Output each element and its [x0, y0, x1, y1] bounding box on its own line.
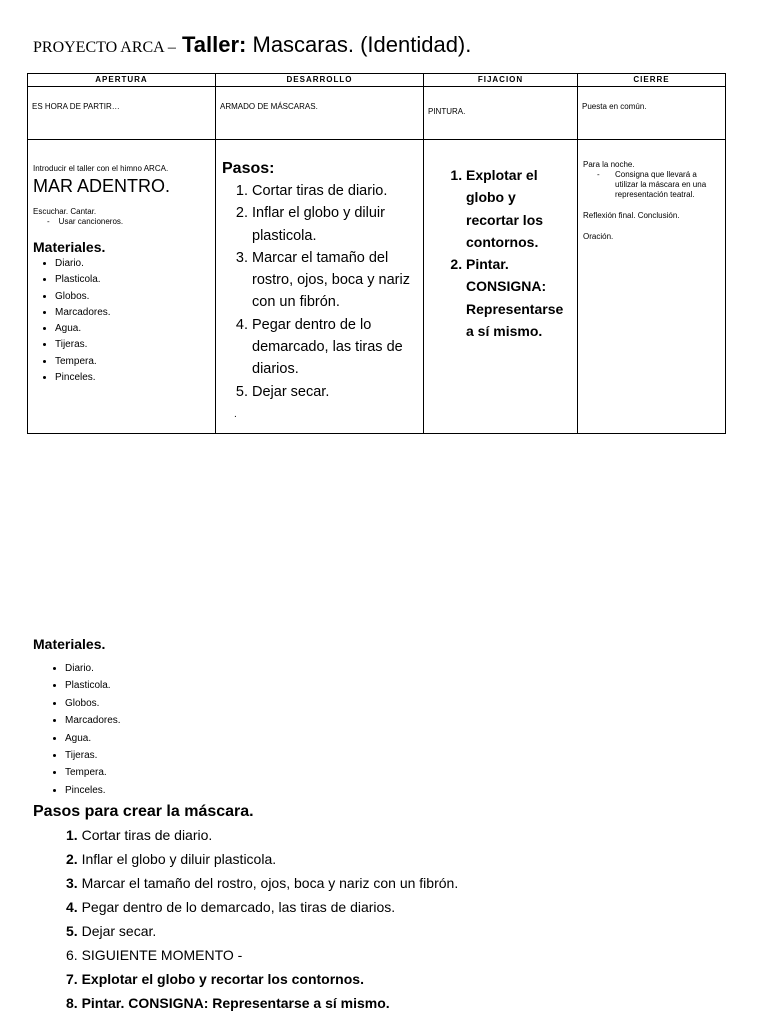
- apertura-intro-text: Introducir el taller con el himno ARCA.: [33, 164, 169, 173]
- desarrollo-trailing-mark: .: [234, 408, 237, 420]
- step-text: Pintar. CONSIGNA: Representarse a sí mismo.: [81, 995, 390, 1012]
- step-number: 5.: [66, 923, 78, 940]
- pasos-title: Pasos para crear la máscara.: [33, 803, 254, 821]
- list-item: 1. Explotar el globo y recortar los contornos.: [466, 164, 571, 253]
- list-item: 4. Pegar dentro de lo demarcado, las tiras de diarios.: [252, 314, 417, 381]
- list-item: [33, 991, 753, 1015]
- apertura-escuchar: Escuchar. Cantar.: [33, 207, 97, 216]
- list-item: • Agua.: [65, 730, 753, 747]
- apertura-hymn-title: MAR ADENTRO.: [33, 176, 171, 196]
- fijacion-steps-list: [430, 164, 571, 342]
- list-item: • Pinceles.: [65, 782, 753, 799]
- list-item: 3. Marcar el tamaño del rostro, ojos, boca y nariz con un fibrón.: [252, 247, 417, 314]
- intro-desarrollo: [216, 87, 424, 140]
- list-item: [33, 919, 753, 943]
- step-text: Cortar tiras de diario.: [81, 827, 213, 844]
- list-item: [33, 895, 753, 919]
- step-text: Pegar dentro de lo demarcado, las tiras de diarios.: [81, 899, 396, 916]
- header-cierre: CIERRE: [578, 74, 726, 87]
- intro-cierre: [578, 87, 726, 140]
- header-desarrollo: DESARROLLO: [216, 74, 424, 87]
- list-item: • Marcadores.: [65, 712, 753, 729]
- materiales-list: [33, 660, 753, 799]
- apertura-sub-item: - Usar cancioneros.: [47, 217, 210, 227]
- project-name: PROYECTO ARCA –: [33, 39, 176, 56]
- step-text: SIGUIENTE MOMENTO -: [81, 947, 243, 964]
- document-title: [33, 32, 753, 58]
- lesson-plan-table: [27, 73, 726, 434]
- cell-apertura: [28, 140, 216, 434]
- pasos-list: [33, 823, 753, 1015]
- list-item: 2. Pintar. CONSIGNA: Representarse a sí mismo.: [466, 253, 571, 342]
- intro-apertura: [28, 87, 216, 140]
- intro-fijacion: [424, 87, 578, 140]
- title-topic: Mascaras. (Identidad).: [252, 32, 472, 57]
- list-item: • Marcadores.: [55, 305, 210, 321]
- cierre-oracion: Oración.: [583, 232, 614, 241]
- list-item: 2. Inflar el globo y diluir plasticola.: [252, 202, 417, 247]
- list-item: • Globos.: [55, 289, 210, 305]
- list-item: [33, 871, 753, 895]
- cell-desarrollo: [216, 140, 424, 434]
- list-item: • Plasticola.: [55, 272, 210, 288]
- materiales-title: Materiales.: [33, 636, 106, 652]
- materials-and-steps-section: [33, 636, 753, 1015]
- list-item: • Tijeras.: [65, 747, 753, 764]
- step-number: 1.: [66, 827, 78, 844]
- list-item: • Diario.: [65, 660, 753, 677]
- cierre-sub-item: - Consigna que llevará a utilizar la máscara en una representación teatral.: [597, 170, 720, 200]
- list-item: • Diario.: [55, 256, 210, 272]
- intro-apertura-text: ES HORA DE PARTIR…: [32, 102, 120, 111]
- intro-cierre-text: Puesta en común.: [582, 102, 647, 111]
- cierre-sublist: [597, 170, 720, 200]
- list-item: 5. Dejar secar.: [252, 381, 417, 403]
- cell-cierre: [578, 140, 726, 434]
- list-item: 1. Cortar tiras de diario.: [252, 180, 417, 202]
- step-text: Inflar el globo y diluir plasticola.: [81, 851, 277, 868]
- desarrollo-pasos-title: Pasos:: [222, 160, 275, 177]
- apertura-materiales-title: Materiales.: [33, 239, 106, 255]
- list-item: [33, 943, 753, 967]
- apertura-materiales-list: [33, 256, 210, 386]
- list-item: • Plasticola.: [65, 677, 753, 694]
- header-apertura: APERTURA: [28, 74, 216, 87]
- intro-desarrollo-text: ARMADO DE MÁSCARAS.: [220, 102, 318, 111]
- apertura-sublist: [47, 217, 210, 227]
- list-item: • Globos.: [65, 695, 753, 712]
- step-number: 4.: [66, 899, 78, 916]
- desarrollo-steps-list: [222, 180, 417, 403]
- cierre-para-la-noche: Para la noche.: [583, 160, 635, 169]
- header-fijacion: FIJACION: [424, 74, 578, 87]
- step-number: 2.: [66, 851, 78, 868]
- step-text: Marcar el tamaño del rostro, ojos, boca y nariz con un fibrón.: [81, 875, 459, 892]
- list-item: • Tempera.: [65, 764, 753, 781]
- step-text: Explotar el globo y recortar los contornos.: [81, 971, 364, 988]
- list-item: • Pinceles.: [55, 370, 210, 386]
- step-number: 8.: [66, 995, 78, 1012]
- list-item: • Agua.: [55, 321, 210, 337]
- list-item: [33, 823, 753, 847]
- step-number: 7.: [66, 971, 78, 988]
- cell-fijacion: [424, 140, 578, 434]
- list-item: [33, 967, 753, 991]
- list-item: • Tijeras.: [55, 337, 210, 353]
- list-item: [33, 847, 753, 871]
- cierre-reflexion: Reflexión final. Conclusión.: [583, 211, 680, 220]
- title-taller-label: Taller:: [181, 32, 247, 57]
- step-text: Dejar secar.: [81, 923, 157, 940]
- step-number: 3.: [66, 875, 78, 892]
- list-item: • Tempera.: [55, 354, 210, 370]
- intro-fijacion-text: PINTURA.: [428, 107, 466, 116]
- step-number: 6.: [66, 947, 78, 964]
